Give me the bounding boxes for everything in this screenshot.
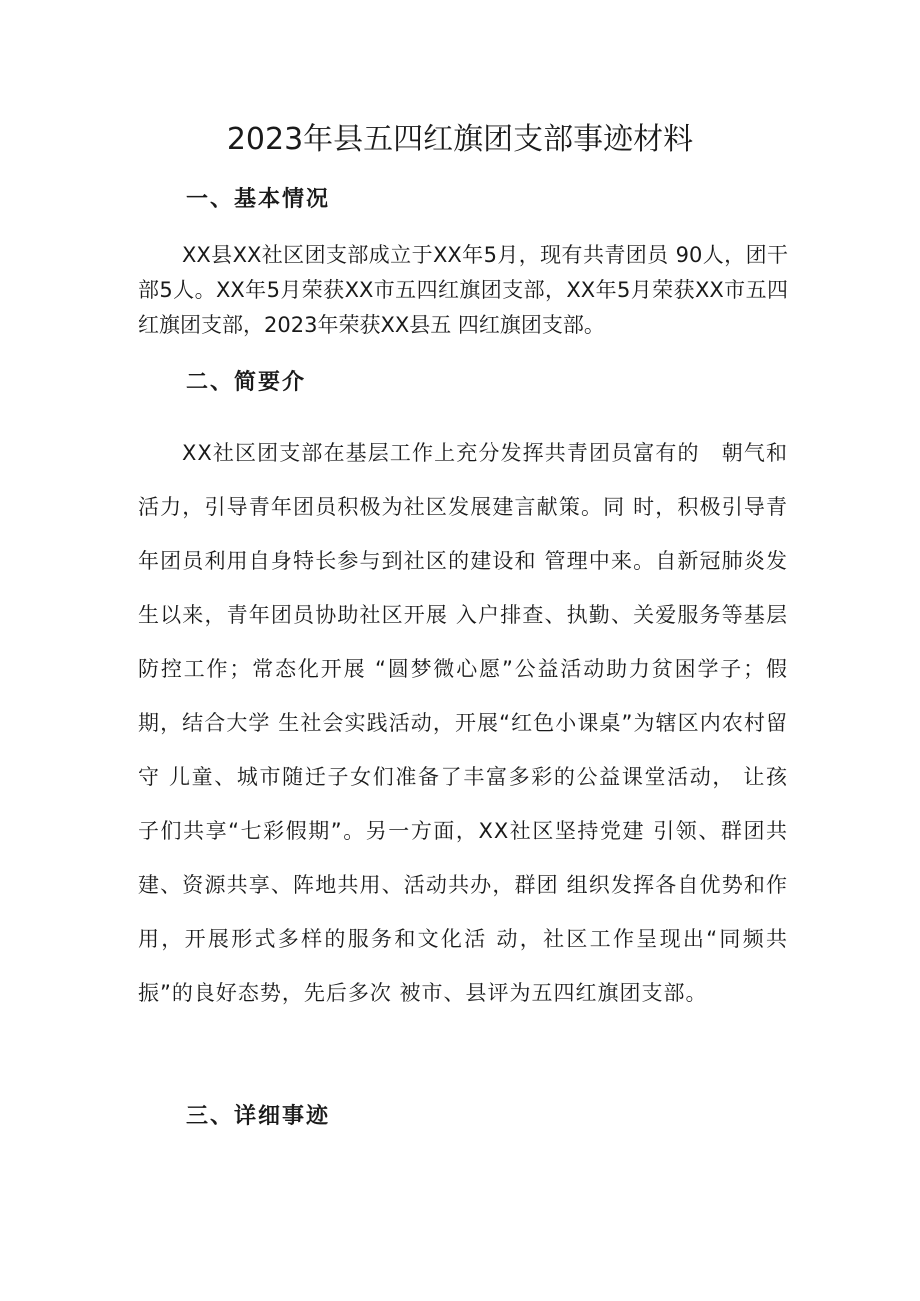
- section-heading-detailed-deeds: 三、详细事迹: [186, 1104, 331, 1129]
- section-body-brief-intro: XX社区团支部在基层工作上充分发挥共青团员富有的 朝气和活力，引导青年团员积极为社区发展建言献策。同 时，积极引导青年团员利用自身特长参与到社区的建设和 管理中来。自新冠肺炎发生以来，青年团员协助社区开展 入户排查、执勤、关爱服务等基层防控工作；常态化开展 “圆梦微心愿”公益活动助力贫困学子；假期，结合大学 生社会实践活动，开展“红色小课桌”为辖区内农村留守 儿童、城市随迁子女们准备了丰富多彩的公益课堂活动， 让孩子们共享“七彩假期”。另一方面，XX社区坚持党建 引领、群团共建、资源共享、阵地共用、活动共办，群团 组织发挥各自优势和作用，开展形式多样的服务和文化活 动，社区工作呈现出“同频共振”的良好态势，先后多次 被市、县评为五四红旗团支部。: [138, 441, 788, 1005]
- section-heading-brief-intro: 二、简要介: [186, 370, 307, 395]
- section-body-basic-info: XX县XX社区团支部成立于XX年5月，现有共青团员 90人，团干部5人。XX年5月荣获XX市五四红旗团支部，XX年5月荣获XX市五四红旗团支部，2023年荣获XX县五 四红旗团支部。: [138, 243, 788, 337]
- document-title: 2023年县五四红旗团支部事迹材料: [226, 122, 694, 157]
- section-heading-basic-info: 一、基本情况: [186, 187, 331, 212]
